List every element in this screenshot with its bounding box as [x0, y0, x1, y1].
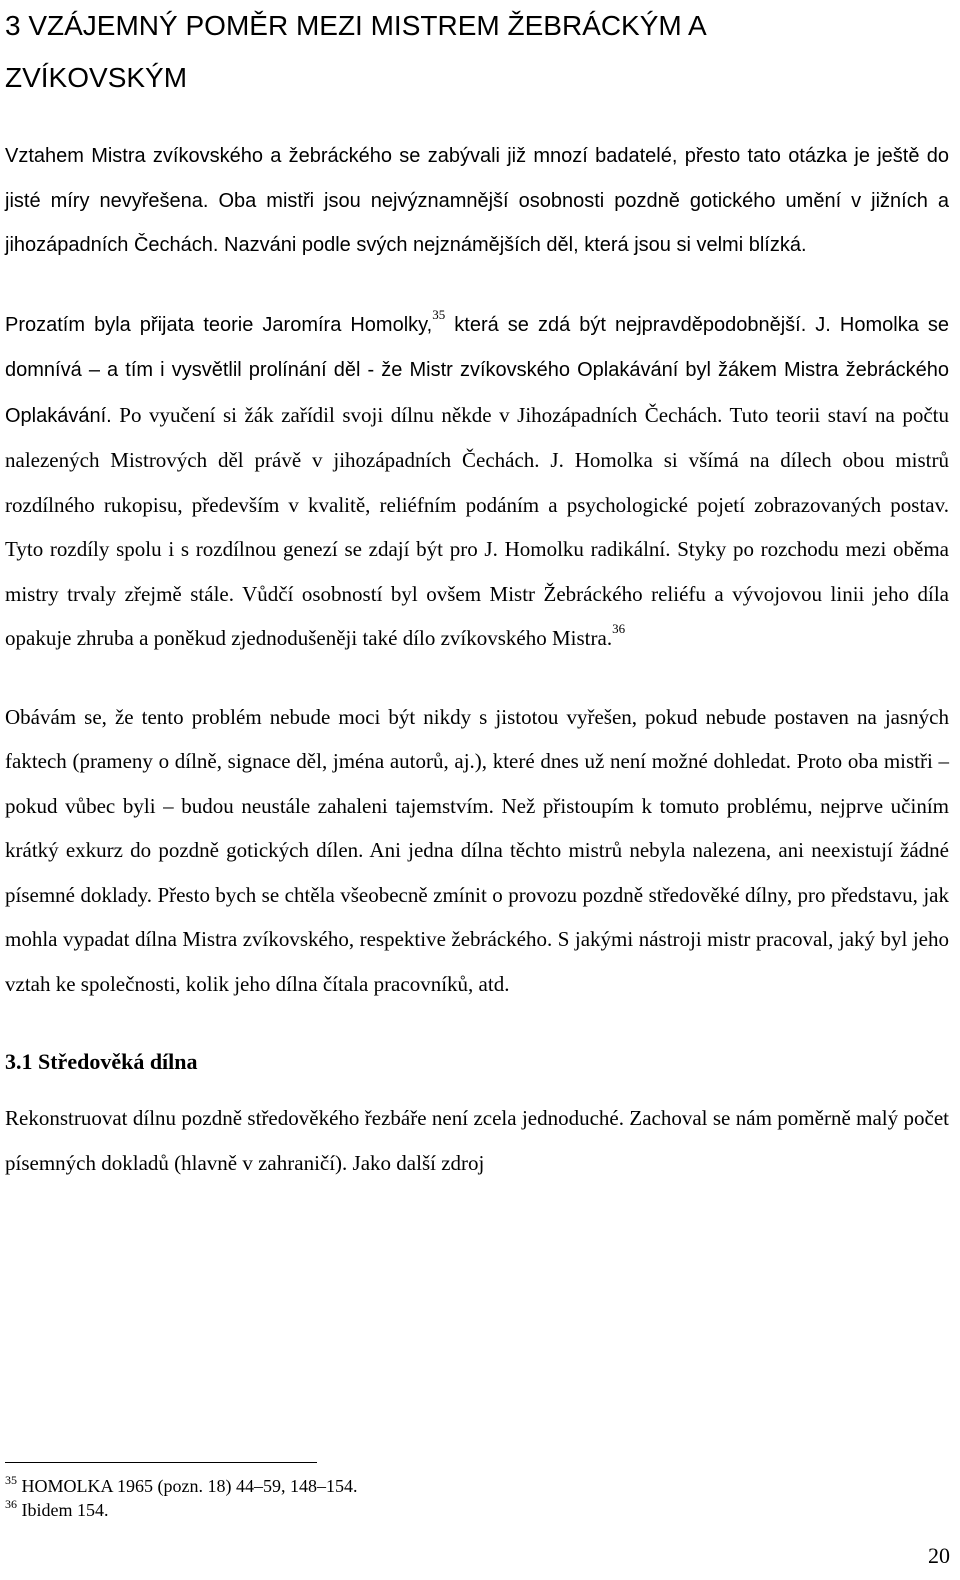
chapter-heading [5, 0, 949, 104]
section-paragraph: Rekonstruovat dílnu pozdně středověkého řezbáře není zcela jednoduché. Zachoval se nám poměrně malý počet písemných dokladů (hlavně v zahraničí). Jako další zdroj [5, 1106, 949, 1175]
chapter-heading-line2: ZVÍKOVSKÝM [5, 62, 188, 93]
section-heading: 3.1 Středověká dílna [5, 1049, 198, 1074]
paragraph-2-part-a: Prozatím byla přijata teorie Jaromíra Homolky, [5, 313, 433, 336]
document-page [5, 0, 949, 1185]
footnotes [5, 1474, 905, 1522]
paragraph-3: Obávám se, že tento problém nebude moci být nikdy s jistotou vyřešen, pokud nebude postaven na jasných faktech (prameny o dílně, signace děl, jména autorů, aj.), které dnes už není možné dohledat. Proto oba mistři – pokud vůbec byli – budou neustále zahaleni tajemstvím. Než přistoupím k tomuto problému, nejprve učiním krátký exkurz do pozdně gotických dílen. Ani jedna dílna těchto mistrů nebyla nalezena, ani neexistují žádné písemné doklady. Přesto bych se chtěla všeobecně zmínit o provozu pozdně středověké dílny, pro představu, jak mohla vypadat dílna Mistra zvíkovského, respektive žebráckého. S jakými nástroji mistr pracoval, jaký byl jeho vztah ke společnosti, kolik jeho dílna čítala pracovníků, atd. [5, 704, 949, 996]
chapter-heading-line1: 3 VZÁJEMNÝ POMĚR MEZI MISTREM ŽEBRÁCKÝM A [5, 10, 707, 41]
footnote-separator [5, 1462, 317, 1463]
footnote-36: $^{36}$ Ibidem 154. [5, 1497, 109, 1520]
footnote-ref-35: 35 [432, 306, 446, 322]
page-number: 20 [928, 1543, 950, 1568]
paragraph-2-part-b: která se zdá být nejpravděpodobnější. J. Homolka se domnívá – a tím i vysvětlil prolínání děl - že Mistr zvíkovského Oplakávání byl žákem Mistra žebráckého Oplakávání. [5, 313, 949, 427]
paragraph-2-part-c: Po vyučení si žák zařídil svoji dílnu někde v Jihozápadních Čechách. Tuto teorii staví na počtu nalezených Mistrových děl právě v jihozápadních Čechách. J. Homolka si všímá na dílech obou mistrů rozdílného rukopisu, především v kvalitě, reliéfním podáním a psychologické pojetí zobrazovaných postav. Tyto rozdíly spolu i s rozdílnou genezí se zdají být pro J. Homolku radikální. Styky po rozchodu mezi oběma mistry trvaly zřejmě stále. Vůdčí osobností byl ovšem Mistr Žebráckého reliéfu a vývojovou linii jeho díla opakuje zhruba a poněkud zjednodušeněji také dílo zvíkovského Mistra. [5, 402, 949, 650]
paragraph-2 [5, 302, 949, 661]
paragraph-1: Vztahem Mistra zvíkovského a žebráckého se zabývali již mnozí badatelé, přesto tato otázka je ještě do jisté míry nevyřešena. Oba mistři jsou nejvýznamnější osobnosti pozdně gotického umění v jižních a jihozápadních Čechách. Nazváni podle svých nejznámějších děl, která jsou si velmi blízká. [5, 145, 949, 256]
footnote-ref-36: 36 [612, 621, 626, 636]
footnote-35: $^{35}$ HOMOLKA 1965 (pozn. 18) 44–59, 148–154. [5, 1473, 358, 1496]
